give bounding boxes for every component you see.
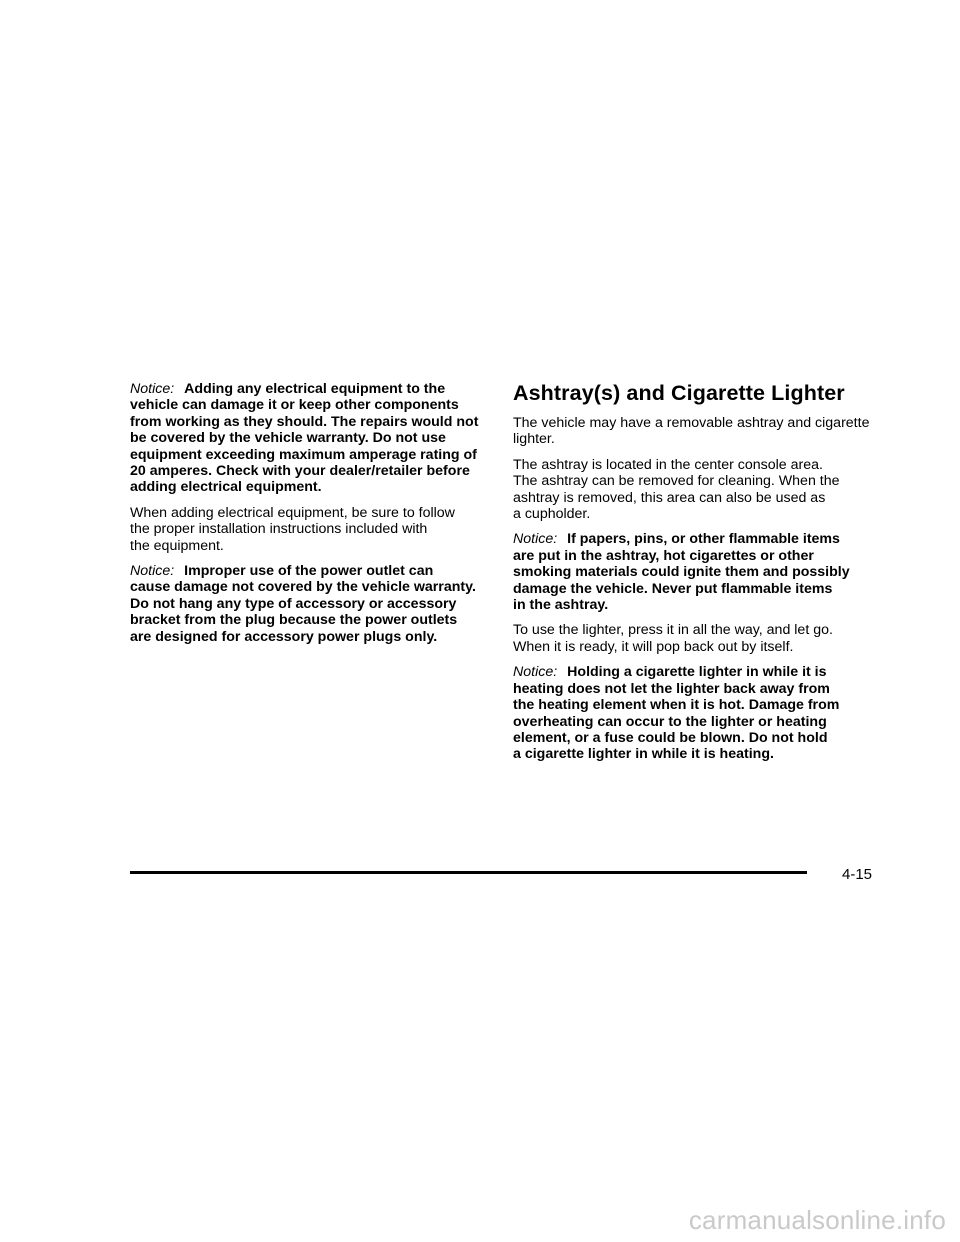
notice-text-line: adding electrical equipment.: [130, 479, 322, 496]
notice-text-line: cause damage not covered by the vehicle warranty.: [130, 579, 476, 596]
body-text-line: The ashtray can be removed for cleaning. When the: [513, 473, 840, 490]
body-text-line: The vehicle may have a removable ashtray and cigarette: [513, 415, 870, 431]
notice-text-line: damage the vehicle. Never put flammable items: [513, 580, 833, 597]
notice-text-line: element, or a fuse could be blown. Do not hold: [513, 729, 828, 746]
notice-label: Notice:: [513, 531, 558, 548]
body-text-line: ashtray is removed, this area can also be used as: [513, 489, 826, 506]
notice-label: Notice:: [513, 664, 558, 681]
body-text-line: When adding electrical equipment, be sure to follow: [130, 504, 455, 521]
notice-text-line: heating does not let the lighter back away from: [513, 680, 830, 697]
left-column: [130, 381, 490, 654]
section-heading: Ashtray(s) and Cigarette Lighter: [513, 381, 845, 405]
notice-text-line: a cigarette lighter in while it is heating.: [513, 746, 774, 763]
notice-power-outlet: [130, 563, 490, 645]
notice-text-line: in the ashtray.: [513, 597, 609, 614]
notice-flammable-items: [513, 531, 883, 613]
notice-electrical-equipment: [130, 381, 490, 496]
notice-text-line: from working as they should. The repairs would not: [130, 413, 479, 430]
notice-lighter-heating: [513, 664, 883, 762]
page-number: 4-15: [842, 866, 873, 883]
notice-text-line: be covered by the vehicle warranty. Do not use: [130, 430, 446, 447]
footer-rule: [130, 871, 807, 874]
body-text-line: lighter.: [513, 431, 555, 448]
notice-text-line: Holding a cigarette lighter in while it is: [567, 664, 827, 681]
notice-label: Notice:: [130, 563, 175, 580]
notice-text-line: the heating element when it is hot. Damage from: [513, 697, 840, 714]
notice-text-line: Adding any electrical equipment to the: [184, 381, 446, 397]
body-text-line: To use the lighter, press it in all the way, and let go.: [513, 622, 833, 639]
paragraph-installation-instructions: [130, 505, 490, 554]
body-text-line: The ashtray is located in the center console area.: [513, 456, 823, 473]
paragraph-ashtray-intro: [513, 415, 883, 448]
paragraph-lighter-usage: [513, 622, 883, 655]
notice-text-line: equipment exceeding maximum amperage rating of: [130, 446, 477, 463]
notice-text-line: vehicle can damage it or keep other components: [130, 397, 459, 414]
body-text-line: the equipment.: [130, 537, 224, 554]
watermark: carmanualsonline.info: [688, 1205, 946, 1235]
notice-text-line: Improper use of the power outlet can: [184, 563, 434, 580]
notice-text-line: Do not hang any type of accessory or accessory: [130, 595, 457, 612]
notice-label: Notice:: [130, 381, 175, 397]
notice-text-line: 20 amperes. Check with your dealer/retailer before: [130, 463, 470, 480]
notice-text-line: bracket from the plug because the power outlets: [130, 612, 458, 629]
paragraph-ashtray-location: [513, 457, 883, 523]
right-column: [513, 381, 883, 772]
notice-text-line: If papers, pins, or other flammable items: [567, 531, 840, 548]
body-text-line: a cupholder.: [513, 506, 591, 523]
body-text-line: When it is ready, it will pop back out by itself.: [513, 638, 794, 655]
body-text-line: the proper installation instructions included with: [130, 521, 428, 538]
notice-text-line: are designed for accessory power plugs only.: [130, 628, 438, 645]
notice-text-line: smoking materials could ignite them and possibly: [513, 564, 850, 581]
notice-text-line: overheating can occur to the lighter or heating: [513, 713, 827, 730]
notice-text-line: are put in the ashtray, hot cigarettes or other: [513, 547, 814, 564]
